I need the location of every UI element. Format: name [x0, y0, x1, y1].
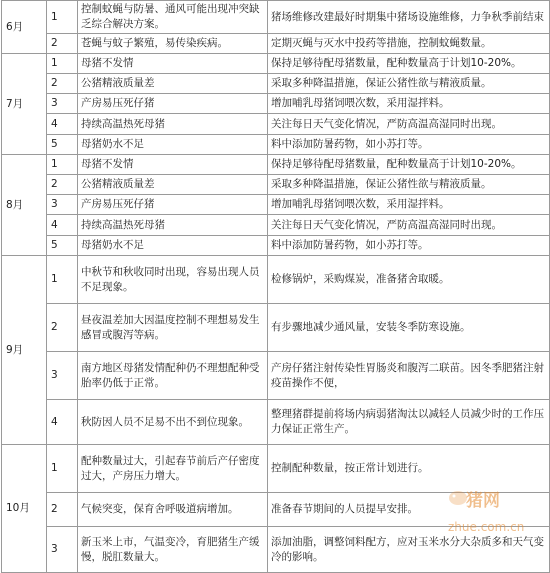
table-row	[2, 304, 550, 352]
problem-cell: 母猪奶水不足	[78, 236, 268, 256]
measure-cell: 检修锅炉，采购煤炭，准备猪舍取暖。	[268, 256, 550, 304]
num-cell: 3	[47, 94, 78, 114]
table-row	[2, 114, 550, 135]
problem-cell: 母猪奶水不足	[78, 135, 268, 155]
problem-cell: 配种数量过大，引起春节前后产仔密度过大，产房压力增大。	[78, 445, 268, 493]
measure-cell: 保持足够待配母猪数量，配种数量高于计划10-20%。	[268, 155, 550, 175]
table-row	[2, 135, 550, 155]
measure-cell: 关注每日天气变化情况，严防高温高湿同时出现。	[268, 215, 550, 236]
month-cell: 7月	[2, 54, 47, 155]
num-cell: 2	[47, 74, 78, 94]
num-cell: 3	[47, 527, 78, 573]
table-row	[2, 195, 550, 215]
problem-cell: 新玉米上市，气温变冷，育肥猪生产缓慢，脱肛数量大。	[78, 527, 268, 573]
problem-cell: 公猪精液质量差	[78, 175, 268, 195]
month-cell: 6月	[2, 1, 47, 54]
table-row	[2, 352, 550, 400]
problem-cell: 气候突变，保育舍呼吸道病增加。	[78, 493, 268, 527]
num-cell: 2	[47, 175, 78, 195]
month-cell: 9月	[2, 256, 47, 445]
table-row	[2, 34, 550, 54]
problem-cell: 持续高温热死母猪	[78, 114, 268, 135]
num-cell: 2	[47, 34, 78, 54]
problem-cell: 昼夜温差加大因温度控制不理想易发生感冒或腹泻等病。	[78, 304, 268, 352]
problem-cell: 南方地区母猪发情配种仍不理想配种受胎率仍低于正常。	[78, 352, 268, 400]
measure-cell: 控制配种数量，按正常计划进行。	[268, 445, 550, 493]
num-cell: 2	[47, 493, 78, 527]
table-row	[2, 256, 550, 304]
num-cell: 1	[47, 445, 78, 493]
measure-cell: 猪场维修改建最好时期集中猪场设施维修，力争秋季前结束	[268, 1, 550, 34]
num-cell: 2	[47, 304, 78, 352]
table-row	[2, 94, 550, 114]
table-row	[2, 400, 550, 445]
num-cell: 1	[47, 155, 78, 175]
problem-cell: 公猪精液质量差	[78, 74, 268, 94]
measure-cell: 采取多种降温措施，保证公猪性欲与精液质量。	[268, 175, 550, 195]
month-cell: 10月	[2, 445, 47, 573]
table-row	[2, 54, 550, 74]
problem-cell: 母猪不发情	[78, 54, 268, 74]
num-cell: 5	[47, 135, 78, 155]
table-row	[2, 1, 550, 34]
measure-cell: 保持足够待配母猪数量，配种数量高于计划10-20%。	[268, 54, 550, 74]
measure-cell: 准备春节期间的人员提早安排。	[268, 493, 550, 527]
measure-cell: 添加油脂，调整饲料配方，应对玉米水分大杂质多和天气变冷的影响。	[268, 527, 550, 573]
num-cell: 5	[47, 236, 78, 256]
table-row	[2, 175, 550, 195]
problem-cell: 中秋节和秋收同时出现，容易出现人员不足现象。	[78, 256, 268, 304]
num-cell: 1	[47, 256, 78, 304]
measure-cell: 产房仔猪注射传染性胃肠炎和腹泻二联苗。因冬季肥猪注射疫苗操作不便，	[268, 352, 550, 400]
problem-cell: 控制蚊蝇与防暑、通风可能出现冲突缺乏综合解决方案。	[78, 1, 268, 34]
measure-cell: 采取多种降温措施，保证公猪性欲与精液质量。	[268, 74, 550, 94]
problem-cell: 苍蝇与蚊子繁殖，易传染疾病。	[78, 34, 268, 54]
problem-cell: 产房易压死仔猪	[78, 195, 268, 215]
num-cell: 1	[47, 1, 78, 34]
table-row	[2, 155, 550, 175]
month-cell: 8月	[2, 155, 47, 256]
measure-cell: 增加哺乳母猪饲喂次数，采用湿拌料。	[268, 94, 550, 114]
measure-cell: 定期灭蝇与灭水中投药等措施，控制蚊蝇数量。	[268, 34, 550, 54]
num-cell: 3	[47, 352, 78, 400]
num-cell: 4	[47, 215, 78, 236]
table-row	[2, 236, 550, 256]
watermark-url: zhue.com.cn	[448, 520, 525, 534]
problem-cell: 母猪不发情	[78, 155, 268, 175]
measure-cell: 料中添加防暑药物，如小苏打等。	[268, 236, 550, 256]
table-row	[2, 215, 550, 236]
measure-cell: 增加哺乳母猪饲喂次数，采用湿拌料。	[268, 195, 550, 215]
num-cell: 3	[47, 195, 78, 215]
measure-cell: 有步骤地减少通风量，安装冬季防寒设施。	[268, 304, 550, 352]
measure-cell: 整理猪群提前将场内病弱猪淘汰以减轻人员减少时的工作压力保证正常生产。	[268, 400, 550, 445]
problem-cell: 产房易压死仔猪	[78, 94, 268, 114]
measure-cell: 料中添加防暑药物，如小苏打等。	[268, 135, 550, 155]
num-cell: 4	[47, 400, 78, 445]
table-row	[2, 74, 550, 94]
measure-cell: 关注每日天气变化情况，严防高温高湿同时出现。	[268, 114, 550, 135]
num-cell: 1	[47, 54, 78, 74]
problem-cell: 持续高温热死母猪	[78, 215, 268, 236]
watermark-logo	[446, 484, 542, 540]
watermark-name: 猪网	[466, 491, 500, 511]
num-cell: 4	[47, 114, 78, 135]
problem-cell: 秋防因人员不足易不出不到位现象。	[78, 400, 268, 445]
